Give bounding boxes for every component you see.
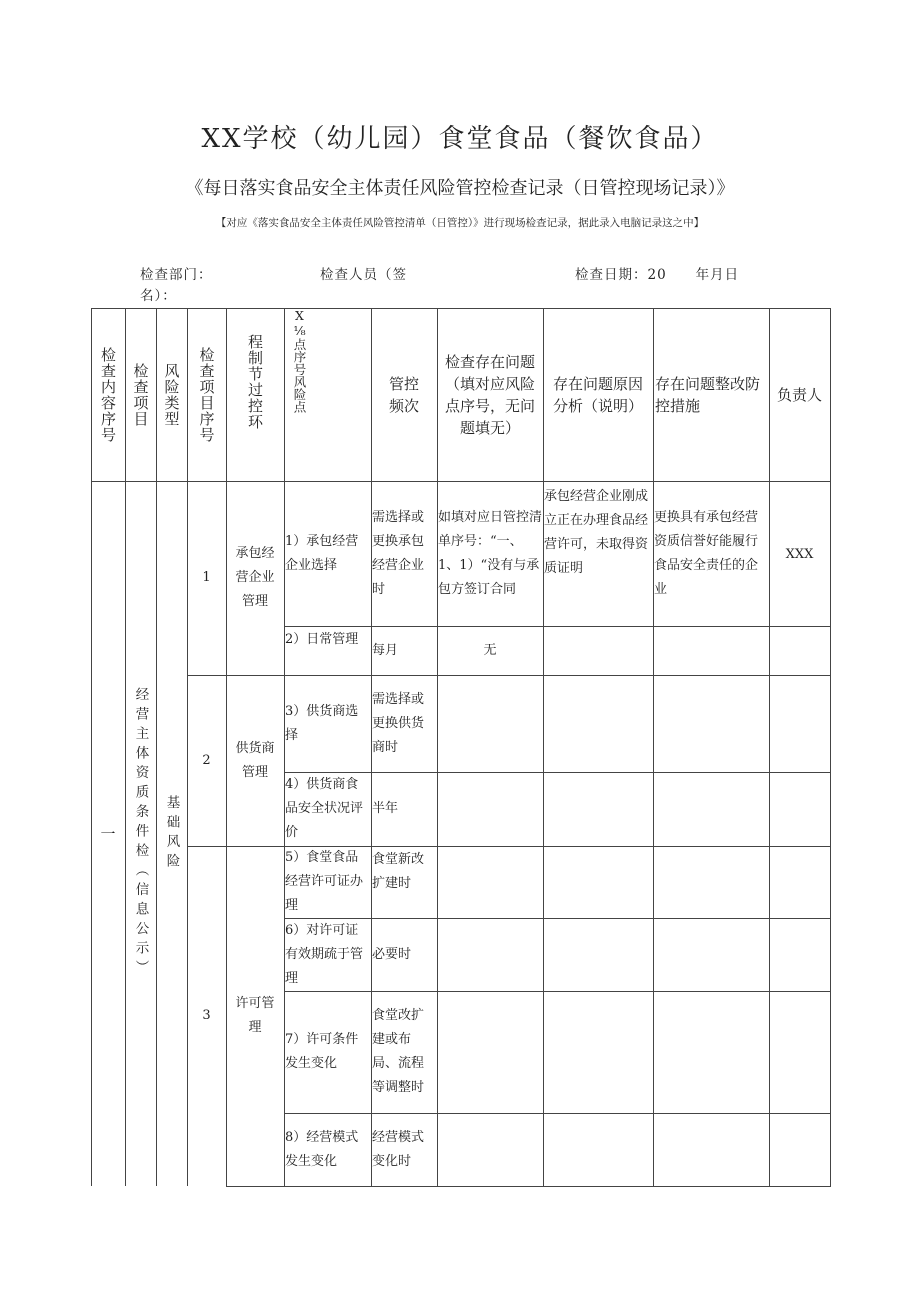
inspector-label-cont: 名）：: [140, 288, 177, 304]
frequency-cell: 必要时: [372, 946, 412, 962]
risk-point-cell: 1）承包经营企业选择: [285, 533, 359, 573]
page-subtitle: 《每日落实食品安全主体责任风险管控检查记录（日管控现场记录）》: [185, 178, 735, 199]
risk-point-cell: 4）供货商食品安全状况评价: [285, 777, 364, 840]
group-process: 承包经营企业管理: [235, 546, 275, 609]
cause-cell: [543, 1113, 653, 1186]
content-no-cell: 一: [100, 824, 116, 843]
risk-point-cell: 5）食堂食品经营许可证办理: [285, 850, 364, 913]
risk-point-cell: 6）对许可证有效期疏于管理: [285, 922, 364, 986]
problem-cell: [437, 1113, 543, 1186]
header-process: 程制节过控环: [246, 334, 264, 430]
owner-cell: [769, 1113, 830, 1186]
measure-cell: [653, 918, 769, 991]
measure-cell: [653, 675, 769, 772]
page-title: XX学校（幼儿园）食堂食品（餐饮食品）: [201, 124, 719, 154]
problem-cell: [437, 991, 543, 1113]
header-frequency: 管控频次: [388, 374, 419, 415]
dept-label: 检查部门：: [140, 267, 213, 283]
measure-cell: [653, 846, 769, 918]
owner-cell: [769, 991, 830, 1113]
header-content-no: 检查内容序号: [99, 346, 117, 443]
owner-cell: [769, 626, 830, 675]
group-no: 1: [202, 570, 211, 585]
group-no: 3: [202, 1008, 211, 1023]
problem-cell: [437, 772, 543, 846]
group-process: 许可管理: [235, 996, 275, 1035]
problem-cell: [437, 846, 543, 918]
cause-cell: [543, 918, 653, 991]
owner-cell: [769, 772, 830, 846]
cause-cell: [543, 772, 653, 846]
cause-cell: [543, 991, 653, 1113]
owner-cell: [769, 675, 830, 772]
risk-point-cell: 3）供货商选择: [285, 703, 359, 743]
risk-type-cell: 基础风险: [163, 794, 180, 873]
group-process: 供货商管理: [235, 740, 275, 780]
header-cause: 存在问题原因分析（说明）: [552, 374, 643, 415]
problem-cell: [437, 918, 543, 991]
measure-cell: [653, 772, 769, 846]
risk-point-cell: 2）日常管理: [285, 632, 359, 647]
group-no: 2: [202, 752, 211, 768]
measure-cell: 更换具有承包经营资质信誉好能履行食品安全责任的企业: [654, 509, 759, 597]
frequency-cell: 半年: [372, 801, 399, 816]
frequency-cell: 食堂改扩建或布局、流程等调整时: [372, 1008, 425, 1095]
frequency-cell: 经营模式变化时: [372, 1129, 425, 1169]
risk-point-cell: 7）许可条件发生变化: [285, 1032, 359, 1071]
measure-cell: [653, 991, 769, 1113]
cause-cell: [543, 626, 653, 675]
cause-cell: [543, 846, 653, 918]
header-risk-point: X⅛点序号风险点: [292, 308, 307, 413]
problem-cell: [437, 675, 543, 772]
header-owner: 负责人: [776, 385, 822, 404]
header-problem: 检查存在问题（填对应风险点序号，无问题填无）: [444, 352, 535, 437]
header-item: 检查项目: [131, 362, 150, 427]
owner-cell: [769, 918, 830, 991]
frequency-cell: 食堂新改扩建时: [372, 852, 425, 891]
measure-cell: [653, 626, 769, 675]
header-risk-type: 风险类型: [162, 362, 181, 427]
owner-cell: XXX: [785, 547, 814, 562]
frequency-cell: 需选择或更换承包经营企业时: [372, 509, 425, 597]
measure-cell: [653, 1113, 769, 1186]
header-measure: 存在问题整改防控措施: [655, 374, 761, 415]
cause-cell: [543, 675, 653, 772]
header-item-no: 检查项目序号: [197, 346, 216, 443]
frequency-cell: 每月: [372, 642, 399, 658]
problem-cell: 如填对应日管控清单序号：“一、1、1）“没有与承包方签订合同: [438, 509, 543, 597]
problem-cell: 无: [483, 642, 497, 658]
inspector-label: 检查人员（签: [320, 267, 407, 283]
cause-cell: 承包经营企业刚成立正在办理食品经营许可，未取得资质证明: [544, 489, 649, 576]
page-note: 【对应《落实食品安全主体责任风险管控清单（日管控）》进行现场检查记录，据此录入电脑记录这之中】: [215, 217, 705, 229]
date-label: 检查日期：20 年月日: [575, 267, 740, 283]
frequency-cell: 需选择或更换供货商时: [372, 691, 425, 755]
owner-cell: [769, 846, 830, 918]
risk-point-cell: 8）经营模式发生变化: [285, 1129, 359, 1169]
item-cell: 经营主体资质条件检（信息公示）: [132, 687, 149, 980]
